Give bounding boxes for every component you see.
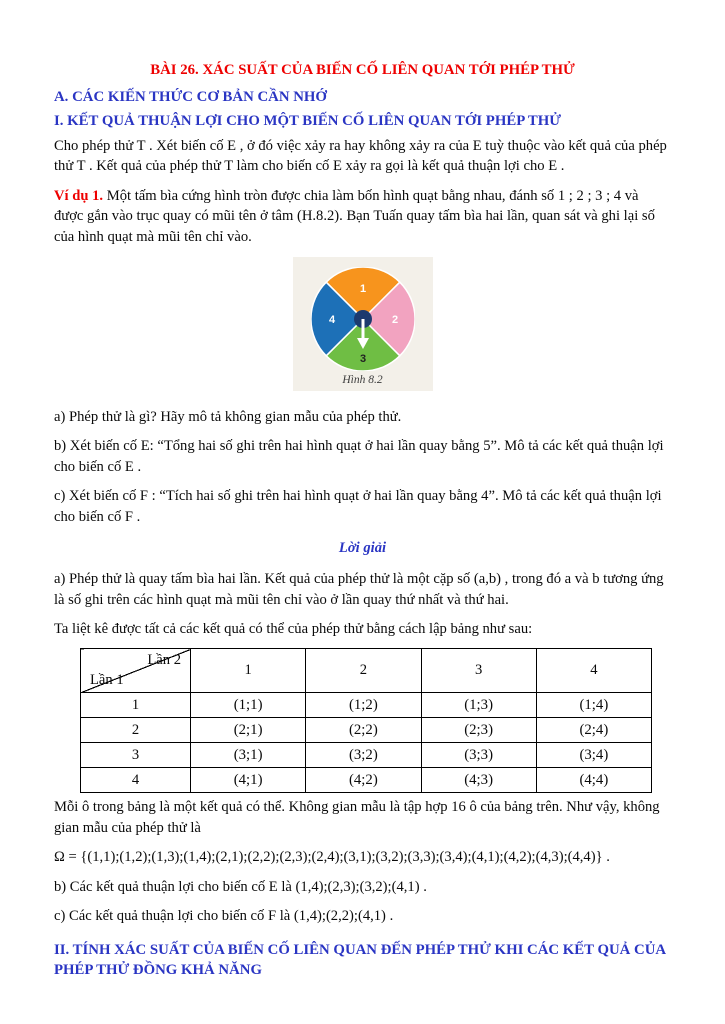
figure-card (293, 257, 433, 391)
table-cell: (2;1) (191, 718, 306, 743)
solution-table-intro: Ta liệt kê được tất cả các kết quả có thể của phép thử bằng cách lập bảng như sau: (54, 621, 533, 637)
table-cell: (1;1) (191, 693, 306, 718)
table-cell: (1;2) (306, 693, 421, 718)
wheel-label-4: 4 (328, 314, 335, 327)
column-header: 4 (536, 649, 651, 693)
question-a: a) Phép thử là gì? Hãy mô tả không gian mẫu của phép thử. (54, 409, 402, 426)
solution-b: b) Các kết quả thuận lợi cho biến cố E là (1,4);(2,3);(3,2);(4,1) . (54, 878, 427, 895)
outcomes-table (80, 648, 652, 793)
table-cell: (4;2) (306, 768, 421, 793)
wheel-label-2: 2 (391, 314, 398, 327)
table-cell: (4;4) (536, 768, 651, 793)
question-b: b) Xét biến cố E: “Tổng hai số ghi trên hai hình quạt ở hai lần quay bằng 5”. Mô tả các kết quả thuận lợi cho biến cố E . (54, 438, 664, 475)
table-cell: (3;4) (536, 743, 651, 768)
table-cell: (2;4) (536, 718, 651, 743)
wheel-label-1: 1 (359, 283, 366, 296)
table-cell: (2;2) (306, 718, 421, 743)
table-cell: (3;1) (191, 743, 306, 768)
column-header: 1 (191, 649, 306, 693)
intro-paragraph: Cho phép thử T . Xét biến cố E , ở đó việc xảy ra hay không xảy ra của E tuỳ thuộc vào kết quả của phép thử T . Kết quả của phép thử T làm cho biến cố E xảy ra gọi là kết quả thuận lợi cho E . (54, 137, 667, 175)
heading-section-a: A. CÁC KIẾN THỨC CƠ BẢN CẦN NHỚ (54, 89, 327, 105)
table-row (81, 768, 652, 793)
column-header: 2 (306, 649, 421, 693)
question-c: c) Xét biến cố F : “Tích hai số ghi trên hai hình quạt ở hai lần quay bằng 4”. Mô tả các kết quả thuận lợi cho biến cố F . (54, 488, 662, 525)
table-row (81, 693, 652, 718)
corner-label-lan2: Lần 2 (147, 652, 181, 669)
corner-label-lan1: Lần 1 (90, 672, 124, 689)
spinner-wheel-image (311, 267, 415, 371)
row-label: 4 (81, 768, 191, 793)
table-cell: (4;3) (421, 768, 536, 793)
table-cell: (3;2) (306, 743, 421, 768)
heading-section-ii: II. TÍNH XÁC SUẤT CỦA BIẾN CỐ LIÊN QUAN ĐẾN PHÉP THỬ KHI CÁC KẾT QUẢ CỦA PHÉP THỬ ĐỒNG KHẢ NĂNG (54, 941, 666, 978)
table-cell: (4;1) (191, 768, 306, 793)
row-label: 3 (81, 743, 191, 768)
figure-caption: Hình 8.2 (342, 374, 383, 387)
page-title: BÀI 26. XÁC SUẤT CỦA BIẾN CỐ LIÊN QUAN TỚI PHÉP THỬ (150, 62, 575, 78)
after-table-paragraph: Mỗi ô trong bảng là một kết quả có thể. Không gian mẫu là tập hợp 16 ô của bảng trên. Như vậy, không gian mẫu của phép thử là (54, 799, 660, 836)
example-label: Ví dụ 1. (54, 187, 104, 204)
omega-set: Ω = {(1,1);(1,2);(1,3);(1,4);(2,1);(2,2);(2,3);(2,4);(3,1);(3,2);(3,3);(3,4);(4,1);(4,2);(4,3);(4,4)} . (54, 849, 610, 866)
table-cell: (3;3) (421, 743, 536, 768)
solution-a: a) Phép thử là quay tấm bìa hai lần. Kết quả của phép thử là một cặp số (a,b) , trong đó a và b tương ứng là số ghi trên các hình quạt mà mũi tên chỉ vào ở lần quay thứ nhất và thứ hai. (54, 571, 664, 608)
column-header: 3 (421, 649, 536, 693)
example-paragraph (54, 186, 671, 247)
wheel-label-3: 3 (359, 353, 366, 366)
table-cell: (1;3) (421, 693, 536, 718)
solution-c: c) Các kết quả thuận lợi cho biến cố F là (1,4);(2,2);(4,1) . (54, 908, 394, 925)
row-label: 2 (81, 718, 191, 743)
solution-heading: Lời giải (338, 540, 387, 557)
table-corner-cell (81, 649, 191, 693)
table-cell: (1;4) (536, 693, 651, 718)
row-label: 1 (81, 693, 191, 718)
example-text: Một tấm bìa cứng hình tròn được chia làm bốn hình quạt bằng nhau, đánh số 1 ; 2 ; 3 ; 4 và được gắn vào trục quay có mũi tên ở tâm (H.8.2). Bạn Tuấn quay tấm bìa hai lần, quan sát và ghi lại số của hình quạt mà mũi tên chỉ vào. (54, 187, 655, 245)
table-row (81, 718, 652, 743)
table-cell: (2;3) (421, 718, 536, 743)
table-header-row (81, 649, 652, 693)
table-row (81, 743, 652, 768)
heading-section-i: I. KẾT QUẢ THUẬN LỢI CHO MỘT BIẾN CỐ LIÊN QUAN TỚI PHÉP THỬ (54, 112, 562, 129)
figure-wheel (54, 257, 671, 391)
